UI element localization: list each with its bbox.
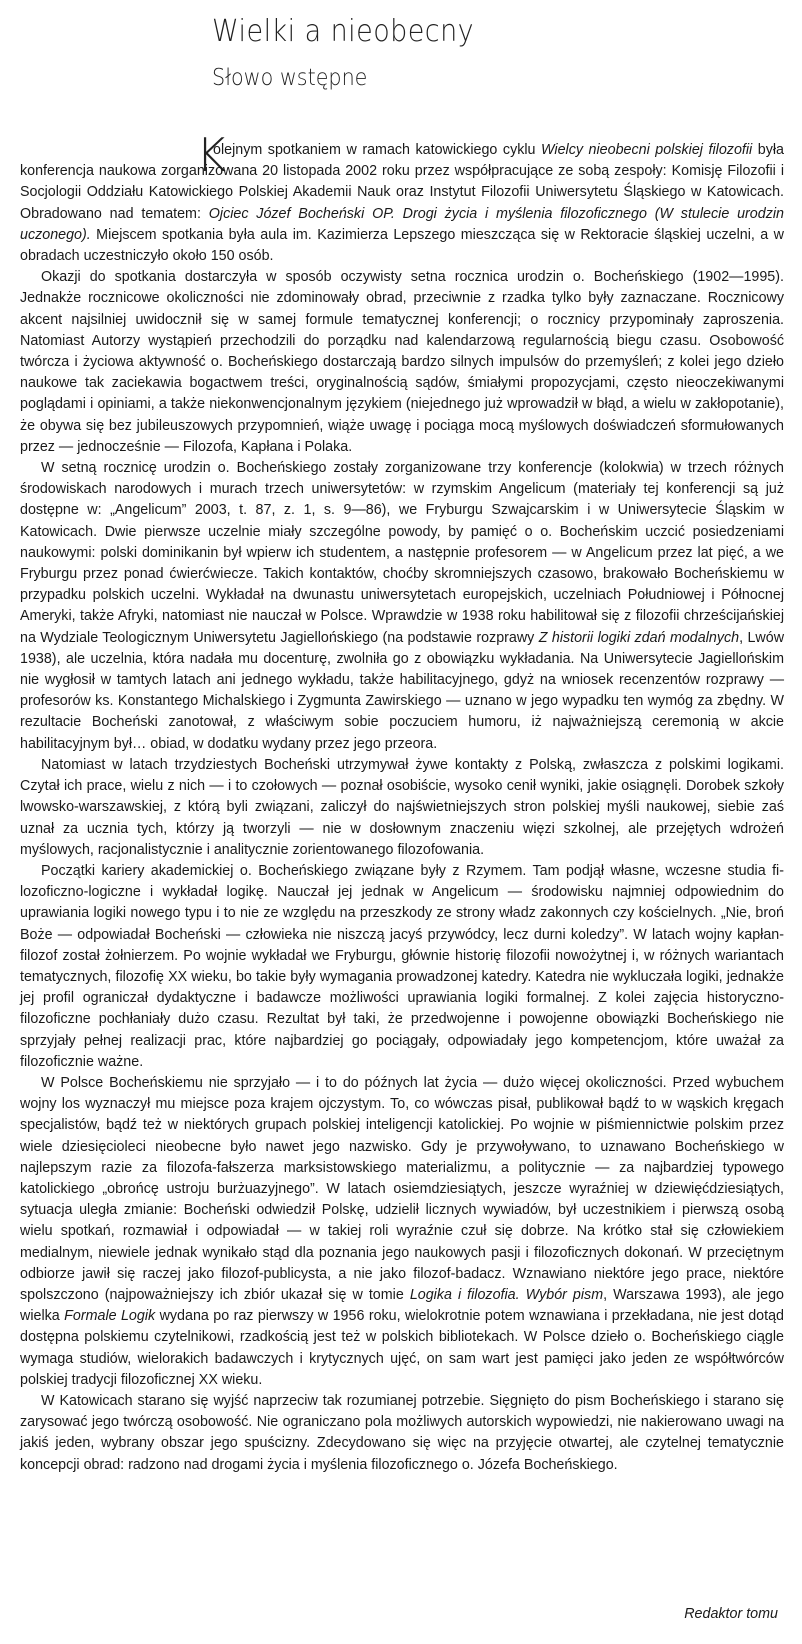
text-run: olejnym spotkaniem w ramach katowickiego cyklu	[213, 142, 542, 158]
paragraph-6	[20, 1073, 784, 1391]
italic-title-run: Z historii logiki zdań modalnych	[538, 629, 740, 646]
page-subtitle: Słowo wstępne	[212, 65, 368, 91]
paragraph-1	[20, 140, 784, 267]
text-run: , Warszawa 1993), ale jego wielka	[20, 1286, 784, 1325]
italic-title-run: Wielcy nieobecni polskiej filozofii	[541, 142, 753, 158]
text-run: wydana po raz pierwszy w 1956 roku, wielokrotnie potem wznawiana i przekładana, nie jest dotąd dostępna polskiemu czytelnikowi, rzadkością jest też w polskich bibliotekach. W Polsce dzieło o. Bocheńskiego ciągle wymaga studiów, wielorakich badawczych i krytycznych ujęć, on sam wart jest pamięci jako jeden ze współtwórców polskiej tradycji filozoficznej XX wieku.	[20, 1308, 784, 1388]
paragraph-5: Początki kariery akademickiej o. Bocheńskiego związane były z Rzymem. Tam podjął własne, wczesne studia filozoficzno-logiczne i wykładał logikę. Nauczał jej jednak w Angelicum — środowisku najmniej odpowiednim do uprawiania logiki nowego typu i to nie ze względu na przeszkody ze strony władz zakonnych czy kościelnych. „Nie, broń Boże — odpowiadał Bocheński — człowieka nie niszczą jacyś przywódcy, lecz durni koledzy”. W latach wojny kapłan-filozof został żołnierzem. Po wojnie wykładał we Fryburgu, głównie historię filozofii nowożytnej i, w różnych wariantach tematycznych, filozofię XX wieku, bo takie były wymagania prowadzonej katedry. Katedra nie wykluczała logiki, jednakże jej profil ograniczał dydaktyczne i badawcze możliwości uprawiania logiki formalnej. Z kolei zajęcia historyczno-filozoficzne pochłaniały dużo czasu. Rezultat był taki, że przedwojenne i powojenne obowiązki Bocheńskiego nie sprzyjały pełnej realizacji prac, które najbardziej go pociągały, odpowiadały jego kompetencjom, które uważał za filozoficznie ważne.	[20, 862, 784, 1070]
paragraph-1-text	[20, 142, 784, 264]
paragraph-3	[20, 458, 784, 755]
text-run: W setną rocznicę urodzin o. Bocheńskiego zostały zorganizowane trzy konferencje (kolokwia) w trzech różnych środowiskach narodowych i murach trzech uniwersytetów: w rzymskim Angelicum (materiały tej konferencji są już dostępne w: „Angelicum” 2003, t. 87, z. 1, s. 9—86), we Fryburgu Szwajcarskim i w Uniwersytecie Śląskim w Katowicach. Dwie pierwsze uczelnie miały szczególne powody, by pamięć o o. Bocheńskim uczcić posiedzeniami naukowymi: polski dominikanin był wpierw ich studentem, a następnie profesorem — w Angelicum przez lat pięć, a we Fryburgu przez ponad ćwierćwiecze. Takich kontaktów, choćby skromniejszych czasowo, brakowało Bocheńskiemu w przypadku polskich uczelni. Wykładał na dwunastu uniwersytetach europejskich, uczelniach Południowej i Północnej Ameryki, także Afryki, natomiast nie nauczał w Polsce. Wprawdzie w 1938 roku habilitował się z filozofii chrześcijańskiej na Wydziale Teologicznym Uniwersytetu Jagiellońskiego (na podstawie rozprawy	[20, 460, 784, 646]
text-run: W Polsce Bocheńskiemu nie sprzyjało — i to do późnych lat życia — dużo więcej okoliczności. Przed wybuchem wojny los wyznaczył mu miejsce poza krajem ojczystym. To, co wówczas pisał, publikował bądź to w wąskich kręgach specjalistów, bądź też w niektórych grupach polskiej inteligencji katolickiej. Po wojnie w piśmiennictwie polskim przez wiele dziesięcioleci nieobecne było nawet jego nazwisko. Gdy je przywoływano, to uznawano Bocheńskiego w najlepszym razie za filozofa-fałszerza marksistowskiego materializmu, a politycznie — za najbardziej typowego katolickiego „obrońcę ustroju burżuazyjnego”. W latach osiemdziesiątych, jeszcze wyraźniej w dziewięćdziesiątych, sytuacja uległa zmianie: Bocheński odwiedził Polskę, udzielił licznych wywiadów, był uczestnikiem i pierwszą osobą wielu spotkań, rozmawiał i odpowiadał — w takiej roli wyraźnie czuł się dobrze. Na krótko stał się człowiekiem medialnym, niewiele jednak wynikało stąd dla poznania jego naukowych pasji i filozoficznych dokonań. W przeciętnym odbiorze jawił się raczej jako filozof-publicysta, a nie jako filozof-badacz. Wznawiano niektóre jego prace, niektóre spolszczono (najpoważniejszy ich zbiór ukazał się w tomie	[20, 1074, 784, 1303]
italic-title-run: Ojciec Józef Bocheński OP. Drogi życia i myślenia filozoficznego (W stulecie urodzin uczonego).	[20, 205, 784, 243]
article-body	[20, 140, 784, 1476]
text-run: była konferencja naukowa zorganizowana 20 listopada 2002 roku przez współpracujące ze sobą zespoły: Komisję Filozofii i Socjologii Oddziału Katowickiego Polskiej Akademii Nauk oraz Instytut Filozofii Uniwersytetu Śląskiego w Katowicach. Obradowano nad tematem:	[20, 142, 785, 222]
signature: Redaktor tomu	[684, 1606, 778, 1622]
text-run: , Lwów 1938), ale uczelnia, która nadała mu docenturę, zwolniła go z obowiązku wykładania. Na Uniwersytecie Jagiellońskim nie wygłosił w tamtych latach ani jednego wykładu, także habilitacyjnego, gdyż na wniosek recenzentów rozprawy — profesorów ks. Konstantego Michalskiego i Zygmunta Zawirskiego — uznano w jego wypadku ten wymóg za zbędny. W rezultacie Bocheński zanotował, z właściwym sobie poczuciem humoru, iż najważniejszą ceremonią w akcie habilitacyjnym był… obiad, w dodatku wydany przez jego przeora.	[20, 629, 785, 752]
italic-title-run: Logika i filozofia. Wybór pism	[409, 1286, 604, 1303]
paragraph-4: Natomiast w latach trzydziestych Bocheński utrzymywał żywe kontakty z Polską, zwłaszcza z polskimi logikami. Czytał ich prace, wielu z nich — i to czołowych — poznał osobiście, wysoko cenił wyniki, jakie osiągnęli. Dorobek szkoły lwowsko-warszawskiej, z którą byli związani, zaliczył do najświetniejszych stron polskiej myśli naukowej, siebie zaś uznał za ucznia tych, którzy ją tworzyli — nie w dosłownym znaczeniu więzi szkolnej, ale przejętych wdrożeń myślowych, racjonalistycznie i analitycznie zorientowanego filozofowania.	[20, 756, 784, 858]
italic-title-run: Formale Logik	[64, 1308, 156, 1325]
drop-cap: K	[196, 128, 227, 182]
page-title: Wielki a nieobecny	[212, 14, 475, 49]
paragraph-2: Okazji do spotkania dostarczyła w sposób oczywisty setna rocznica urodzin o. Bocheńskiego (1902—1995). Jednakże rocznicowe okoliczności nie zdominowały obrad, przeciwnie z rzadka tylko były zaznaczane. Rocznicowy akcent najsilniej uwidocznił się w samej formule tematycznej konferencji; o rocznicy przypominały zaproszenia. Natomiast Autorzy wystąpień przechodzili do porządku nad kalendarzową regularnością biegu czasu. Osobowość twórcza i życiowa aktywność o. Bocheńskiego dostarczają bardzo silnych impulsów do przemyśleń; z kolei jego dzieło naukowe tak zaciekawia bogactwem treści, oryginalnością sądów, śmiałymi propozycjami, często nieoczekiwanymi poglądami i opiniami, a także niekonwencjonalnym językiem (niejednego już wprowadził w błąd, a wielu w zakłopotanie), że obywa się bez jubileuszowych przypomnień, wiąże uwagę i pociąga mocą myślowych doświadczeń sformułowanych przez — jednocześnie — Filozofa, Kapłana i Polaka.	[20, 269, 784, 455]
text-run: Miejscem spotkania była aula im. Kazimierza Lepszego mieszcząca się w Rektoracie śląskiej uczelni, a w obradach uczestniczyło około 150 osób.	[20, 226, 784, 265]
paragraph-7: W Katowicach starano się wyjść naprzeciw tak rozumianej potrzebie. Sięgnięto do pism Bocheńskiego i starano się zarysować jego twórczą osobowość. Nie ograniczano pola możliwych autorskich wypowiedzi, nie nakierowano uwagi na jakiś jeden, wybrany obszar jego spuścizny. Zdecydowano się więc na przyjęcie otwartej, ale czytelnej tematycznie koncepcji obrad: radzono nad drogami życia i myślenia filozoficznego o. Józefa Bocheńskiego.	[20, 1392, 784, 1473]
